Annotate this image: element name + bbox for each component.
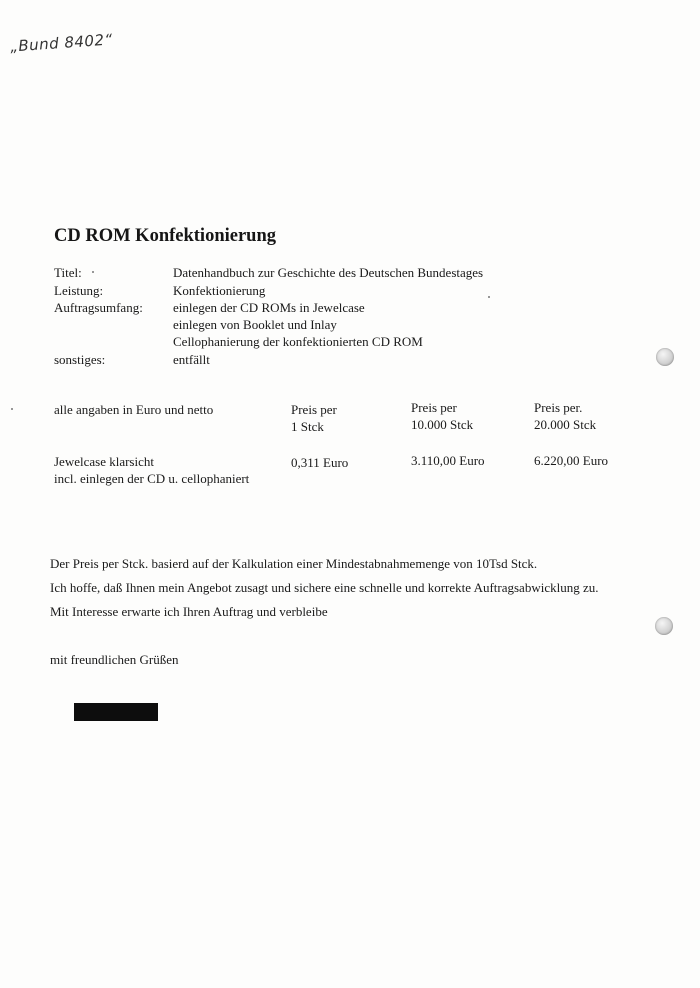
- punch-hole-bottom: [655, 617, 673, 635]
- scan-speck: [11, 408, 13, 410]
- price-col-2-line-1: Preis per: [411, 400, 457, 415]
- item-description: incl. einlegen der CD u. cellophaniert: [54, 471, 250, 486]
- closing-paragraph-1: Der Preis per Stck. basierd auf der Kalkulation einer Mindestabnahmemenge von 10Tsd Stck.: [50, 556, 538, 571]
- closing-paragraph-2: Ich hoffe, daß Ihnen mein Angebot zusagt und sichere eine schnelle und korrekte Auftragsabwicklung zu.: [50, 580, 599, 595]
- price-note: alle angaben in Euro und netto: [54, 402, 214, 417]
- scan-speck: [488, 296, 490, 298]
- scan-speck: [92, 271, 94, 273]
- punch-hole-top: [656, 348, 674, 366]
- handwritten-note: „Bund 8402“: [9, 30, 114, 56]
- titel-label: Titel:: [54, 265, 82, 280]
- redacted-signature: [74, 703, 158, 721]
- price-col-2-line-2: 10.000 Stck: [411, 417, 474, 432]
- price-col-3-line-2: 20.000 Stck: [534, 417, 597, 432]
- item-name: Jewelcase klarsicht: [54, 454, 154, 469]
- auftragsumfang-label: Auftragsumfang:: [54, 300, 143, 315]
- document-title: CD ROM Konfektionierung: [54, 226, 276, 246]
- auftragsumfang-line-3: Cellophanierung der konfektionierten CD ROM: [173, 334, 423, 349]
- leistung-label: Leistung:: [54, 283, 104, 298]
- price-value-2: 3.110,00 Euro: [411, 453, 485, 468]
- leistung-value: Konfektionierung: [173, 283, 266, 298]
- sonstiges-label: sonstiges:: [54, 352, 106, 367]
- price-col-1-line-1: Preis per: [291, 402, 337, 417]
- closing-paragraph-3: Mit Interesse erwarte ich Ihren Auftrag und verbleibe: [50, 604, 328, 619]
- price-col-3-line-1: Preis per.: [534, 400, 583, 415]
- sonstiges-value: entfällt: [173, 352, 210, 367]
- price-value-3: 6.220,00 Euro: [534, 453, 609, 468]
- titel-value: Datenhandbuch zur Geschichte des Deutschen Bundestages: [173, 265, 484, 280]
- auftragsumfang-line-1: einlegen der CD ROMs in Jewelcase: [173, 300, 365, 315]
- auftragsumfang-line-2: einlegen von Booklet und Inlay: [173, 317, 337, 332]
- price-col-1-line-2: 1 Stck: [291, 419, 324, 434]
- price-value-1: 0,311 Euro: [291, 455, 349, 470]
- closing-greeting: mit freundlichen Grüßen: [50, 652, 179, 667]
